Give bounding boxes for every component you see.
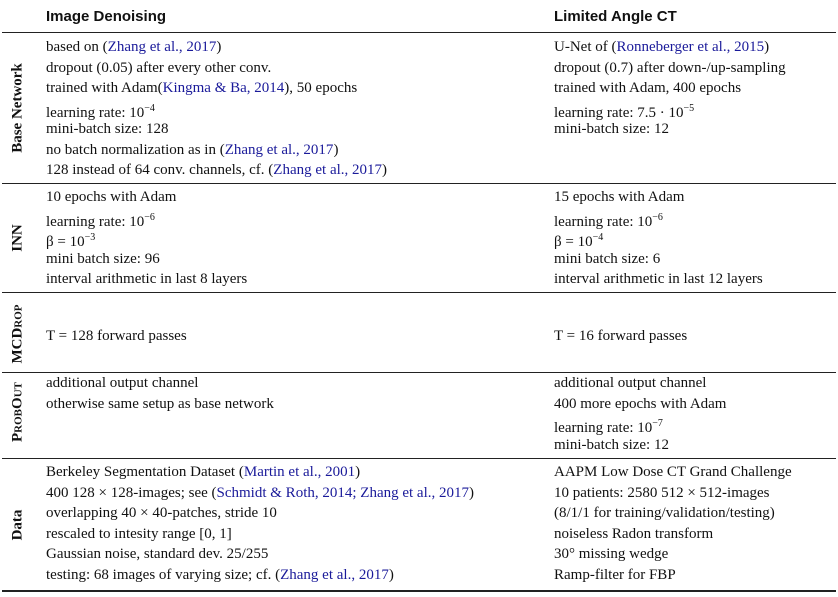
table-cell-line: Ramp-filter for FBP [554, 566, 676, 583]
table-cell-line: mini batch size: 96 [46, 250, 160, 267]
table-cell-line: additional output channel [46, 375, 199, 391]
mcdrop-ct [554, 326, 687, 347]
data-denoising [46, 462, 474, 585]
citation-link[interactable]: Zhang et al., 2017 [280, 566, 389, 583]
table-cell-line: U-Net of (Ronneberger et al., 2015) [554, 39, 770, 55]
table-cell-line: trained with Adam(Kingma & Ba, 2014), 50 epochs [46, 80, 358, 96]
table-cell-line: interval arithmetic in last 12 layers [554, 271, 763, 287]
table-cell-line: learning rate: $7.5 \cdot 10^{-5}$ [554, 102, 695, 121]
citation-link[interactable]: Zhang et al., 2017 [107, 39, 217, 55]
inn-ct [554, 187, 763, 290]
table-cell-line: AAPM Low Dose CT Grand Challenge [554, 464, 792, 480]
table-cell-line: 128 instead of 64 conv. channels, cf. (Zhang et al., 2017) [46, 162, 388, 178]
table-cell-line: testing: 68 images of varying size; cf. (Zhang et al., 2017) [46, 566, 394, 583]
table-cell-line: dropout (0.05) after every other conv. [46, 59, 272, 76]
table-cell-line: rescaled to intesity range [0, 1] [46, 525, 232, 542]
table-cell-line: learning rate: $10^{-4}$ [46, 102, 155, 121]
table-cell-line: $\beta = 10^{-4}$ [554, 232, 604, 250]
table-cell-line: Gaussian noise, standard dev. 25/255 [46, 546, 269, 562]
table-cell-line: noiseless Radon transform [554, 525, 714, 542]
citation-link[interactable]: Schmidt & Roth, 2014; Zhang et al., 2017 [216, 484, 469, 501]
row-divider [2, 183, 836, 184]
table-cell-line: 10 patients: 2580 512 × 512-images [554, 484, 770, 501]
table-page: Image Denoising Limited Angle CT Base Network based on (Zhang et al., 2017) dropout (0.05) after every other conv. trained with Adam(Kingma & Ba, 2014), 50 epochs learning rate: $10^{-4}$ mini-batch size: 128 no batch normalization as in (Zhang et al., 2017) 128 instead of 64 conv. channels, cf. (Zhang et al., 2017) U-Net of (Ronneberger et al., 2015) dropout (0.7) after down-/up-sampling trained with Adam, 400 epochs learning rate: $7.5 \cdot 10^{-5}$ mini-batch size: 12 INN 10 epochs with Adam learning rate: $10^{-6}$ $\beta = 10^{-3}$ mini batch size: 96 interval arithmetic in last 8 layers 15 epochs with Adam learning rate: $10^{-6}$ $\beta = 10^{-4}$ mini batch size: 6 interval arithmetic in last 12 layers MCDrop T = 128 forward passes T = 16 forward passes ProbOut additional output channel otherwise same setup as base network additional output channel 400 more epochs with Adam learning rate: $10^{-7}$ mini-batch size: 12 Data Berkeley Segmentation Dataset (Martin et al., 2001) 400 128 × 128-images; see (Schmidt & Roth, 2014; Zhang et al., 2017) overlapping 40 × 40-patches, stride 10 rescaled to intesity range [0, 1] Gaussian noise, standard dev. 25/255 testing: 68 images of varying size; cf. (Zhang et al., 2017) AAPM Low Dose CT Grand Challenge 10 patients: 2580 512 × 512-images (8/1/1 for training/validation/testing) noiseless Radon transform 30° missing wedge Ramp-filter for FBP [0, 0, 838, 597]
table-cell-line: (8/1/1 for training/validation/testing) [554, 505, 775, 521]
bottom-rule [2, 590, 836, 592]
citation-link[interactable]: Kingma & Ba, 2014 [162, 80, 285, 96]
inn-denoising [46, 187, 247, 290]
header-limited-angle-ct: Limited Angle CT [554, 8, 677, 25]
data-ct [554, 462, 792, 585]
table-cell-line: interval arithmetic in last 8 layers [46, 271, 248, 287]
table-cell-line: trained with Adam, 400 epochs [554, 80, 742, 96]
probout-ct [554, 373, 726, 455]
table-cell-line: T = 128 forward passes [46, 328, 187, 344]
table-cell-line: mini batch size: 6 [554, 250, 661, 267]
table-cell-line: additional output channel [554, 375, 707, 391]
table-cell-line: learning rate: $10^{-6}$ [46, 211, 155, 230]
table-cell-line: Berkeley Segmentation Dataset (Martin et al., 2001) [46, 464, 361, 480]
table-cell-line: 400 more epochs with Adam [554, 395, 727, 412]
table-cell-line: mini-batch size: 12 [554, 121, 669, 137]
table-cell-line: overlapping 40 × 40-patches, stride 10 [46, 505, 277, 521]
table-cell-line: $\beta = 10^{-3}$ [46, 232, 96, 250]
table-cell-line: based on (Zhang et al., 2017) [46, 39, 222, 55]
table-cell-line: mini-batch size: 128 [46, 121, 169, 137]
citation-link[interactable]: Zhang et al., 2017 [224, 141, 334, 158]
mcdrop-denoising [46, 326, 187, 347]
citation-link[interactable]: Ronneberger et al., 2015 [616, 39, 765, 55]
row-divider [2, 458, 836, 459]
table-cell-line: 10 epochs with Adam [46, 189, 177, 205]
table-cell-line: otherwise same setup as base network [46, 395, 274, 412]
row-divider [2, 292, 836, 293]
table-cell-line: mini-batch size: 12 [554, 436, 669, 453]
table-cell-line: T = 16 forward passes [554, 328, 688, 344]
citation-link[interactable]: Zhang et al., 2017 [273, 162, 383, 178]
probout-denoising [46, 373, 274, 414]
table-cell-line: learning rate: $10^{-6}$ [554, 211, 663, 230]
table-cell-line: dropout (0.7) after down-/up-sampling [554, 59, 786, 76]
table-cell-line: learning rate: $10^{-7}$ [554, 418, 663, 436]
base-network-denoising [46, 37, 387, 181]
table-cell-line: 400 128 × 128-images; see (Schmidt & Roth, 2014; Zhang et al., 2017) [46, 484, 474, 501]
table-cell-line: no batch normalization as in (Zhang et al., 2017) [46, 141, 339, 158]
header-rule [2, 32, 836, 33]
citation-link[interactable]: Martin et al., 2001 [243, 464, 356, 480]
table-cell-line: 15 epochs with Adam [554, 189, 685, 205]
table-cell-line: 30° missing wedge [554, 546, 669, 562]
header-image-denoising: Image Denoising [46, 8, 167, 25]
base-network-ct [554, 37, 786, 140]
